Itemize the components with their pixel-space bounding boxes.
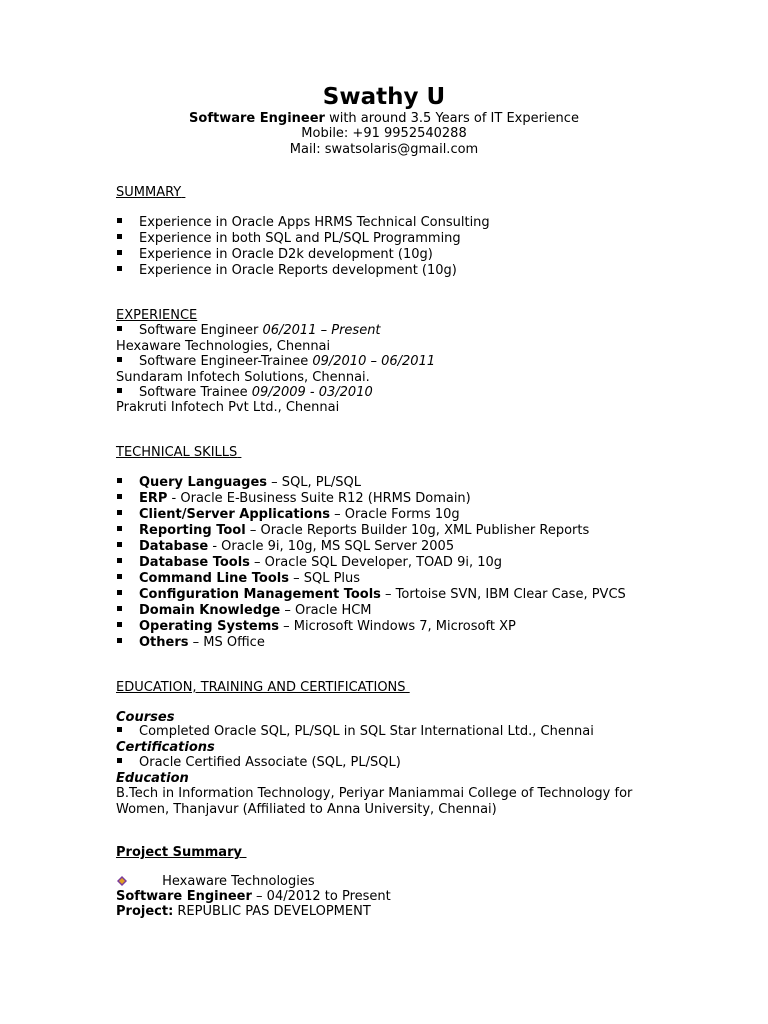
list-item: Experience in Oracle D2k development (10g) [116,247,433,263]
education-label: Education [116,771,189,786]
job-title: Software Engineer 06/2011 – Present [116,323,381,339]
list-item: Completed Oracle SQL, PL/SQL in SQL Star International Ltd., Chennai [116,724,594,740]
bullet-icon [116,755,139,771]
list-item: Experience in Oracle Reports development (10g) [116,263,457,279]
bullet-icon [116,571,139,587]
bullet-icon [116,603,139,619]
bullet-icon [116,724,139,740]
headline-experience: with around 3.5 Years of IT Experience [324,111,579,126]
candidate-name: Swathy U [322,84,446,110]
skill-item: Domain Knowledge – Oracle HCM [116,603,372,619]
bullet-icon [116,385,139,401]
job-title: Software Engineer-Trainee 09/2010 – 06/2011 [116,354,435,370]
skill-item: Database Tools – Oracle SQL Developer, TOAD 9i, 10g [116,555,502,571]
skill-item: Command Line Tools – SQL Plus [116,571,360,587]
bullet-icon [116,247,139,263]
job-company: Prakruti Infotech Pvt Ltd., Chennai [116,400,340,415]
list-item: Oracle Certified Associate (SQL, PL/SQL) [116,755,401,771]
summary-heading: SUMMARY [116,185,182,200]
skill-item: ERP - Oracle E-Business Suite R12 (HRMS Domain) [116,491,471,507]
job-title: Software Trainee 09/2009 - 03/2010 [116,385,373,401]
certifications-label: Certifications [116,740,215,755]
bullet-icon [116,475,139,491]
skill-item: Query Languages – SQL, PL/SQL [116,475,361,491]
experience-heading: EXPERIENCE [116,308,198,323]
diamond-bullet-icon [116,875,128,887]
bullet-icon [116,555,139,571]
headline-role: Software Engineer [189,111,325,126]
education-detail: Women, Thanjavur (Affiliated to Anna University, Chennai) [116,802,497,817]
headline [0,111,768,127]
skill-item: Operating Systems – Microsoft Windows 7, Microsoft XP [116,619,516,635]
education-heading: EDUCATION, TRAINING AND CERTIFICATIONS [116,680,406,695]
bullet-icon [116,619,139,635]
bullet-icon [116,323,139,339]
skill-item: Client/Server Applications – Oracle Forms 10g [116,507,460,523]
bullet-icon [116,491,139,507]
list-item: Experience in Oracle Apps HRMS Technical Consulting [116,215,490,231]
bullet-icon [116,507,139,523]
bullet-icon [116,539,139,555]
bullet-icon [116,263,139,279]
bullet-icon [116,523,139,539]
job-company: Sundaram Infotech Solutions, Chennai. [116,370,370,385]
skill-item: Configuration Management Tools – Tortoise SVN, IBM Clear Case, PVCS [116,587,626,603]
list-item: Experience in both SQL and PL/SQL Programming [116,231,461,247]
skill-item: Database - Oracle 9i, 10g, MS SQL Server 2005 [116,539,454,555]
bullet-icon [116,215,139,231]
bullet-icon [116,587,139,603]
project-company-line: Hexaware Technologies [116,874,315,890]
skill-item: Others – MS Office [116,635,265,651]
skills-heading: TECHNICAL SKILLS [116,445,238,460]
mail-line: Mail: swatsolaris@gmail.com [289,142,479,157]
project-heading: Project Summary [116,845,242,860]
bullet-icon [116,354,139,370]
project-name: Project: REPUBLIC PAS DEVELOPMENT [116,904,371,919]
courses-label: Courses [116,710,175,725]
skill-item: Reporting Tool – Oracle Reports Builder 10g, XML Publisher Reports [116,523,589,539]
education-detail: B.Tech in Information Technology, Periyar Maniammai College of Technology for [116,786,633,801]
project-role: Software Engineer – 04/2012 to Present [116,889,391,904]
bullet-icon [116,635,139,651]
job-company: Hexaware Technologies, Chennai [116,339,331,354]
bullet-icon [116,231,139,247]
mobile-line: Mobile: +91 9952540288 [301,126,467,141]
